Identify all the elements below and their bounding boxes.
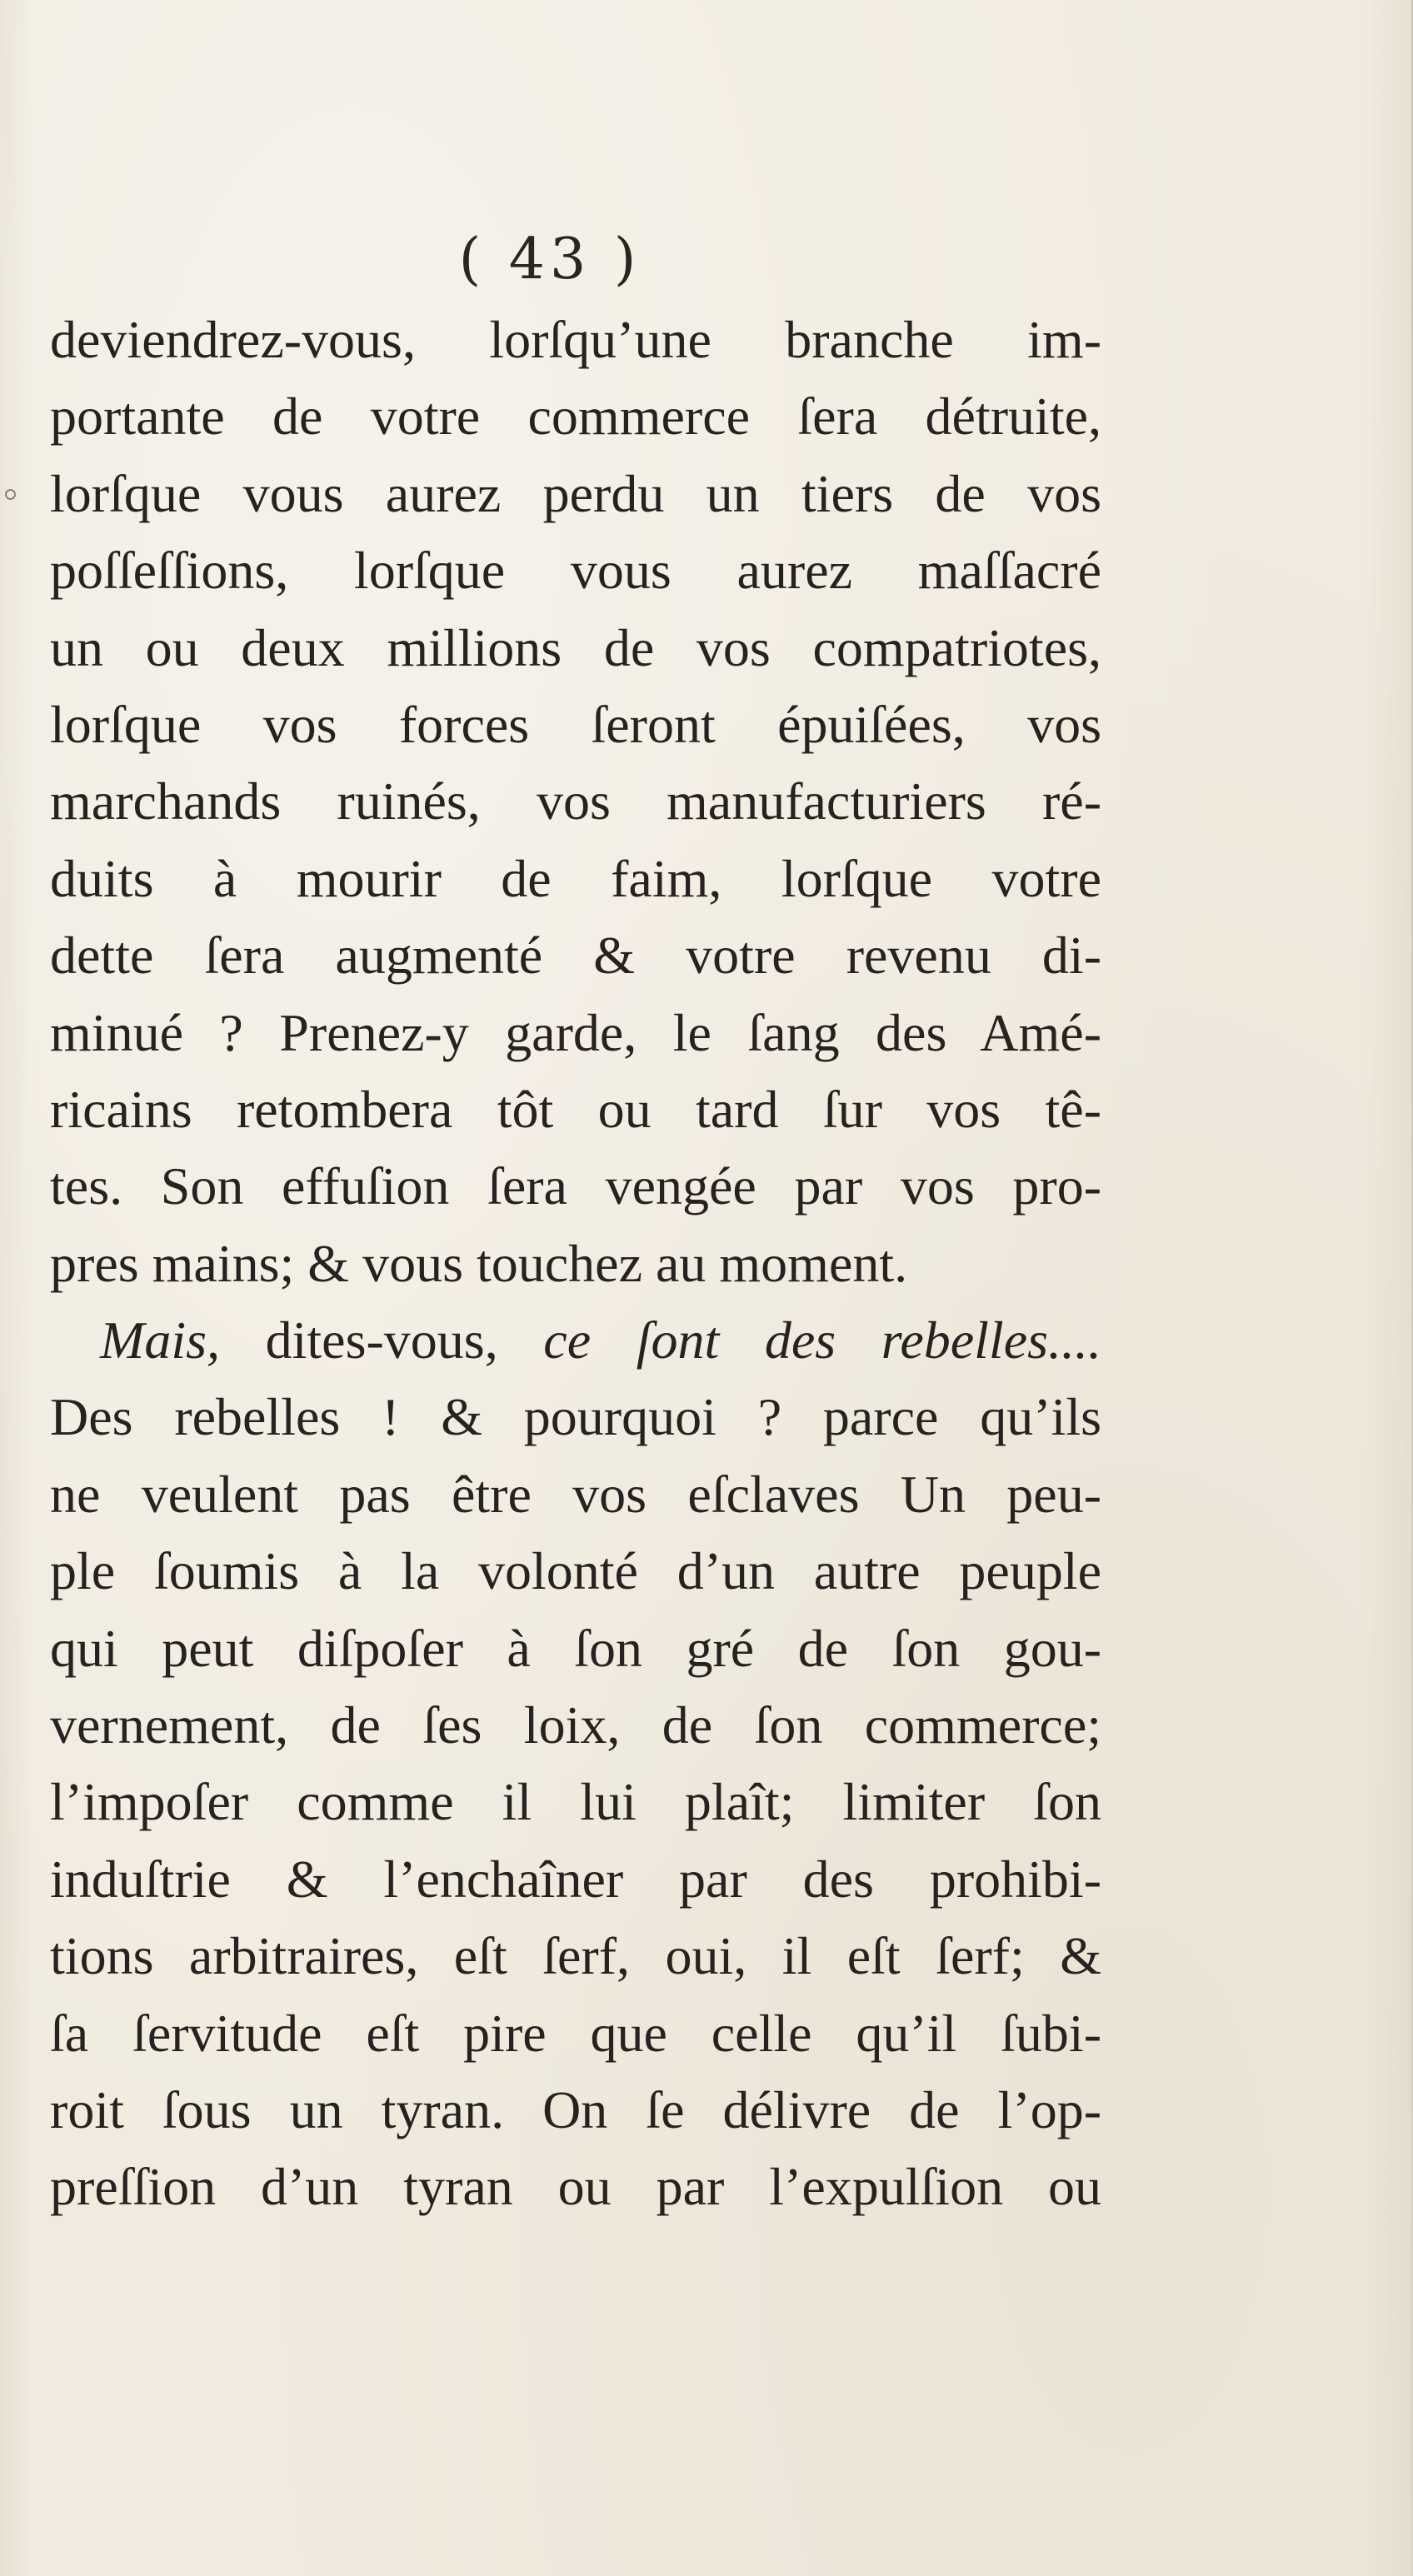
text-line: l’impoſer comme il lui plaît; limiter ſon bbox=[50, 1772, 1101, 1832]
text-line: dette ſera augmenté & votre revenu di- bbox=[50, 926, 1101, 986]
margin-mark bbox=[5, 489, 16, 500]
text-line: lorſque vos forces ſeront épuiſées, vos bbox=[50, 694, 1101, 754]
text-line: Des rebelles ! & pourquoi ? parce qu’ils bbox=[50, 1387, 1101, 1447]
text-line: tions arbitraires, eſt ſerf, oui, il eſt ſerf; & bbox=[50, 1926, 1101, 1986]
text-line: ſa ſervitude eſt pire que celle qu’il ſubi- bbox=[50, 2003, 1101, 2063]
text-line: ricains retombera tôt ou tard ſur vos tê- bbox=[50, 1079, 1101, 1139]
roman-lead: dites-vous, bbox=[220, 1310, 544, 1370]
italic-quote: ce ſont des rebelles.... bbox=[543, 1310, 1102, 1370]
italic-lead: Mais, bbox=[100, 1310, 220, 1370]
page-number: ( 43 ) bbox=[458, 227, 642, 292]
text-line: tes. Son effuſion ſera vengée par vos pro- bbox=[50, 1156, 1101, 1216]
text-line: ne veulent pas être vos eſclaves Un peu- bbox=[50, 1464, 1101, 1524]
text-line: qui peut diſpoſer à ſon gré de ſon gou- bbox=[50, 1618, 1101, 1678]
text-line: marchands ruinés, vos manufacturiers ré- bbox=[50, 771, 1101, 831]
text-line: roit ſous un tyran. On ſe délivre de l’op- bbox=[50, 2079, 1101, 2139]
text-line: induſtrie & l’enchaîner par des prohibi- bbox=[50, 1849, 1101, 1909]
text-line: vernement, de ſes loix, de ſon commerce; bbox=[50, 1695, 1101, 1755]
text-line: duits à mourir de faim, lorſque votre bbox=[50, 848, 1101, 908]
text-line: minué ? Prenez-y garde, le ſang des Amé- bbox=[50, 1002, 1101, 1062]
text-line: un ou deux millions de vos compatriotes, bbox=[50, 617, 1101, 677]
text-line: ple ſoumis à la volonté d’un autre peuple bbox=[50, 1541, 1101, 1601]
text-line: pres mains; & vous touchez au moment. bbox=[50, 1233, 908, 1293]
text-line: deviendrez-vous, lorſqu’une branche im- bbox=[50, 310, 1101, 369]
text-line: lorſque vous aurez perdu un tiers de vos bbox=[50, 463, 1101, 523]
paragraph-lead-line bbox=[50, 1302, 1101, 1379]
body-text bbox=[50, 302, 1101, 2226]
text-line: poſſeſſions, lorſque vous aurez maſſacré bbox=[50, 541, 1101, 601]
text-line: preſſion d’un tyran ou par l’expulſion ou bbox=[50, 2157, 1101, 2217]
text-line: portante de votre commerce ſera détruite, bbox=[50, 387, 1101, 447]
